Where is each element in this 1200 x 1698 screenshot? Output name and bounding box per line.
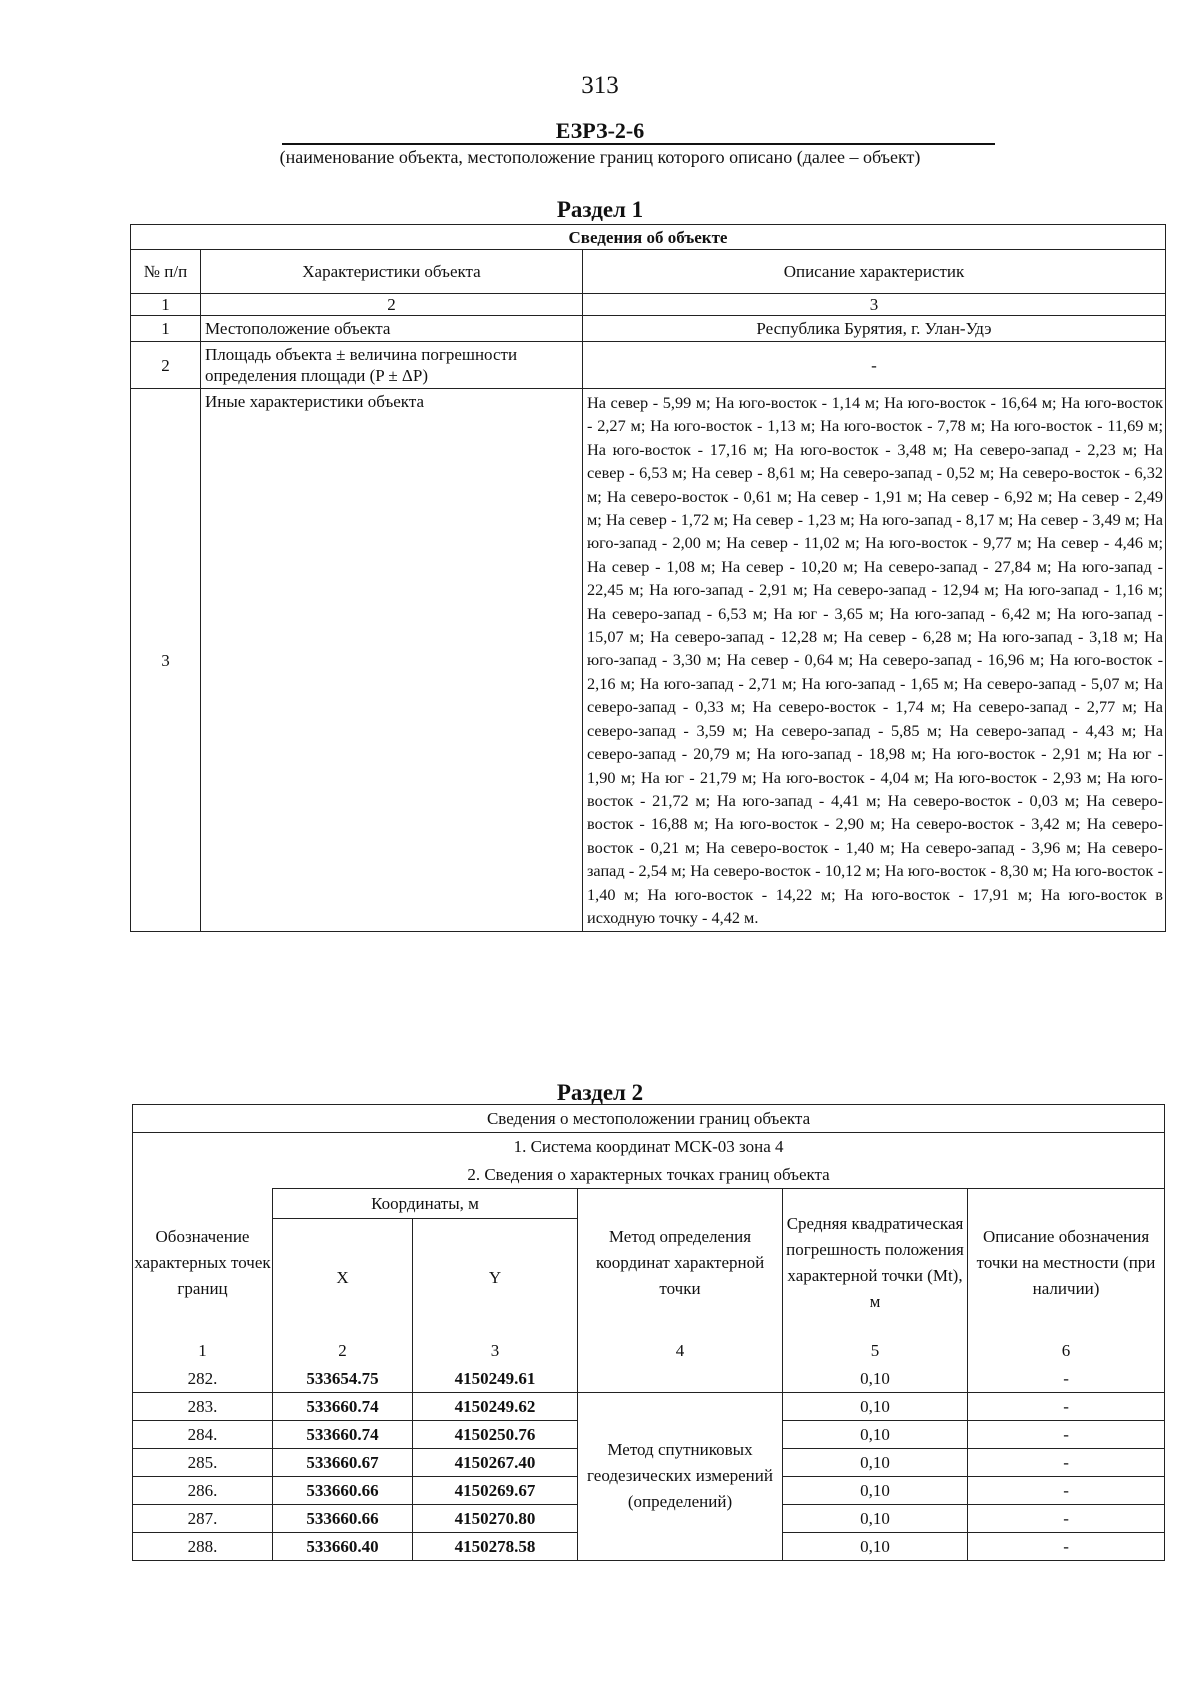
- header-error: Средняя квадратическая погрешность положения характерной точки (Mt), м: [783, 1189, 968, 1337]
- point-id: 282.: [133, 1365, 273, 1393]
- table-row: [131, 342, 1166, 389]
- mt-value: 0,10: [783, 1392, 968, 1420]
- row-characteristic: Иные характеристики объекта: [201, 389, 583, 932]
- row-description: Республика Бурятия, г. Улан-Удэ: [583, 316, 1166, 342]
- header-point-designation: Обозначение характерных точек границ: [133, 1189, 273, 1337]
- coord-x: 533660.74: [273, 1420, 413, 1448]
- row-description: -: [583, 342, 1166, 389]
- point-id: 287.: [133, 1504, 273, 1532]
- mt-value: 0,10: [783, 1448, 968, 1476]
- table-row: [133, 1392, 1165, 1420]
- row-num: 2: [131, 342, 201, 389]
- point-description: -: [968, 1532, 1165, 1560]
- mt-value: 0,10: [783, 1504, 968, 1532]
- header-characteristic: Характеристики объекта: [201, 250, 583, 294]
- coord-x: 533660.67: [273, 1448, 413, 1476]
- coord-system: 1. Система координат МСК-03 зона 4: [133, 1133, 1165, 1161]
- method-value: Метод спутниковых геодезических измерений (определений): [578, 1392, 783, 1560]
- section2-title: Раздел 2: [556, 1080, 644, 1105]
- coord-y: 4150269.67: [413, 1476, 578, 1504]
- point-id: 286.: [133, 1476, 273, 1504]
- coord-y: 4150270.80: [413, 1504, 578, 1532]
- col-number: 4: [578, 1337, 783, 1365]
- boundary-table-title: Сведения о местоположении границ объекта: [133, 1105, 1165, 1133]
- coord-y: 4150250.76: [413, 1420, 578, 1448]
- table-row: [131, 316, 1166, 342]
- point-id: 288.: [133, 1532, 273, 1560]
- point-description: -: [968, 1504, 1165, 1532]
- col-number: 2: [273, 1337, 413, 1365]
- coord-x: 533660.66: [273, 1476, 413, 1504]
- object-name-caption: (наименование объекта, местоположение границ которого описано (далее – объект): [279, 147, 921, 167]
- coord-y: 4150249.61: [413, 1365, 578, 1393]
- row-num: 3: [131, 389, 201, 932]
- row-characteristic: Площадь объекта ± величина погрешности определения площади (P ± ΔP): [201, 342, 583, 389]
- page-number: 313: [581, 72, 619, 99]
- section1-title: Раздел 1: [556, 197, 644, 222]
- col-number: 5: [783, 1337, 968, 1365]
- header-num: № п/п: [131, 250, 201, 294]
- coord-y: 4150267.40: [413, 1448, 578, 1476]
- coord-x: 533660.66: [273, 1504, 413, 1532]
- points-title: 2. Сведения о характерных точках границ объекта: [133, 1161, 1165, 1189]
- object-name-underline: [282, 143, 995, 145]
- row-num: 1: [131, 316, 201, 342]
- header-y: Y: [413, 1219, 578, 1337]
- header-x: X: [273, 1219, 413, 1337]
- table-row: [131, 389, 1166, 932]
- header-description: Описание обозначения точки на местности (при наличии): [968, 1189, 1165, 1337]
- table-row: [133, 1365, 1165, 1393]
- point-id: 283.: [133, 1392, 273, 1420]
- col-number: 3: [413, 1337, 578, 1365]
- mt-value: 0,10: [783, 1476, 968, 1504]
- point-description: -: [968, 1476, 1165, 1504]
- mt-value: 0,10: [783, 1420, 968, 1448]
- col-number: 6: [968, 1337, 1165, 1365]
- coord-y: 4150249.62: [413, 1392, 578, 1420]
- object-name: ЕЗРЗ-2-6: [555, 118, 645, 143]
- point-description: -: [968, 1365, 1165, 1393]
- col-number: 1: [131, 294, 201, 316]
- col-number: 3: [583, 294, 1166, 316]
- row-characteristic: Местоположение объекта: [201, 316, 583, 342]
- object-info-table-title: Сведения об объекте: [131, 225, 1166, 250]
- point-id: 284.: [133, 1420, 273, 1448]
- boundary-points-table: [132, 1104, 1165, 1561]
- col-number: 1: [133, 1337, 273, 1365]
- header-description: Описание характеристик: [583, 250, 1166, 294]
- point-description: -: [968, 1392, 1165, 1420]
- col-number: 2: [201, 294, 583, 316]
- point-description: -: [968, 1448, 1165, 1476]
- mt-value: 0,10: [783, 1532, 968, 1560]
- header-method: Метод определения координат характерной точки: [578, 1189, 783, 1337]
- coord-x: 533660.74: [273, 1392, 413, 1420]
- mt-value: 0,10: [783, 1365, 968, 1393]
- method-cell-top: [578, 1365, 783, 1393]
- coord-x: 533660.40: [273, 1532, 413, 1560]
- coord-y: 4150278.58: [413, 1532, 578, 1560]
- row-description: На север - 5,99 м; На юго-восток - 1,14 м; На юго-восток - 16,64 м; На юго-восток - 2,27 м; На юго-восток - 1,13 м; На юго-восток - 7,78 м; На юго-восток - 11,69 м; На юго-восток - 17,16 м; На юго-восток - 3,48 м; На северо-запад - 2,23 м; На север - 6,53 м; На север - 8,61 м; На северо-запад - 0,52 м; На северо-восток - 6,32 м; На северо-восток - 0,61 м; На север - 1,91 м; На север - 6,92 м; На север - 2,49 м; На север - 1,72 м; На север - 1,23 м; На юго-запад - 8,17 м; На север - 3,49 м; На юго-запад - 2,00 м; На север - 11,02 м; На юго-восток - 9,77 м; На север - 4,46 м; На север - 1,08 м; На север - 10,20 м; На северо-запад - 27,84 м; На юго-запад - 22,45 м; На юго-запад - 2,91 м; На северо-запад - 12,94 м; На юго-запад - 1,16 м; На северо-запад - 6,53 м; На юг - 3,65 м; На юго-запад - 6,42 м; На юго-запад - 15,07 м; На северо-запад - 12,28 м; На север - 6,28 м; На юго-запад - 3,18 м; На юго-запад - 3,30 м; На север - 0,64 м; На северо-запад - 16,96 м; На юго-восток - 2,16 м; На юго-запад - 2,71 м; На юго-запад - 1,65 м; На северо-запад - 5,07 м; На северо-запад - 0,33 м; На северо-восток - 1,74 м; На северо-запад - 2,77 м; На северо-запад - 3,59 м; На северо-запад - 5,85 м; На северо-запад - 4,43 м; На северо-запад - 20,79 м; На юго-запад - 18,98 м; На юго-восток - 2,91 м; На юг - 1,90 м; На юг - 21,79 м; На юго-восток - 4,04 м; На юго-восток - 2,93 м; На юго-восток - 21,72 м; На юго-запад - 4,41 м; На северо-восток - 0,03 м; На северо-восток - 16,88 м; На юго-восток - 2,90 м; На северо-восток - 3,42 м; На северо-восток - 0,21 м; На северо-восток - 1,40 м; На северо-запад - 3,96 м; На северо-запад - 2,54 м; На северо-восток - 10,12 м; На юго-восток - 8,30 м; На юго-восток - 1,40 м; На юго-восток - 14,22 м; На юго-восток - 17,91 м; На юго-восток в исходную точку - 4,42 м.: [583, 389, 1166, 932]
- header-coordinates: Координаты, м: [273, 1189, 578, 1219]
- coord-x: 533654.75: [273, 1365, 413, 1393]
- object-info-table: [130, 224, 1166, 932]
- point-id: 285.: [133, 1448, 273, 1476]
- point-description: -: [968, 1420, 1165, 1448]
